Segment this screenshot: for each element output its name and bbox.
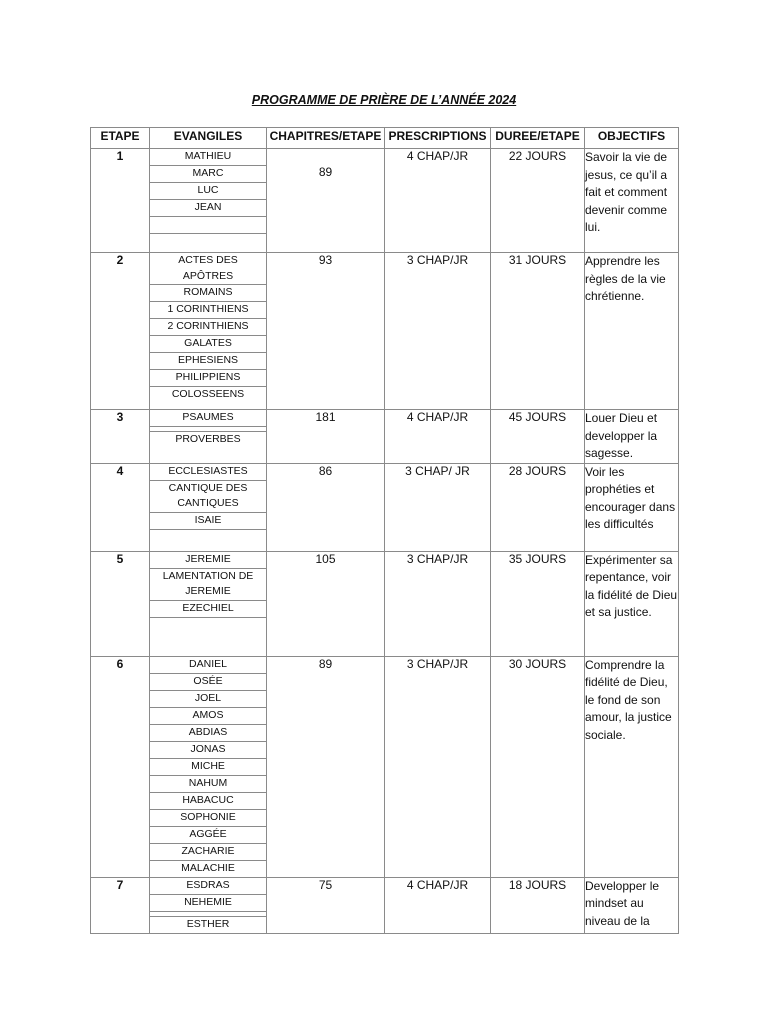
duration: 22 JOURS — [491, 149, 585, 253]
objective: Voir les prophéties et encourager dans les difficultés — [585, 463, 679, 551]
stage-number: 1 — [91, 149, 150, 253]
duration: 18 JOURS — [491, 877, 585, 933]
chapter-count-value: 75 — [318, 877, 333, 892]
book-name: ROMAINS — [150, 285, 266, 302]
chapter-count — [267, 877, 385, 933]
duration: 30 JOURS — [491, 656, 585, 877]
book-name: PHILIPPIENS — [150, 370, 266, 387]
table-row — [91, 656, 679, 877]
stage-number: 3 — [91, 410, 150, 464]
chapter-count — [267, 656, 385, 877]
chapter-count-value: 89 — [318, 165, 333, 179]
duration: 45 JOURS — [491, 410, 585, 464]
book-name: JOEL — [150, 691, 266, 708]
prescription: 3 CHAP/JR — [385, 656, 491, 877]
objective: Savoir la vie de jesus, ce qu’il a fait et comment devenir comme lui. — [585, 149, 679, 253]
table-body — [91, 149, 679, 934]
books-cell — [150, 877, 267, 933]
table-row — [91, 463, 679, 551]
book-name: COLOSSEENS — [171, 388, 245, 400]
book-empty-cell — [150, 530, 266, 546]
stage-number: 7 — [91, 877, 150, 933]
header-chapitres: CHAPITRES/ETAPE — [267, 128, 385, 149]
prescription: 3 CHAP/JR — [385, 551, 491, 656]
books-cell — [150, 253, 267, 410]
chapter-count-value: 89 — [318, 656, 333, 671]
book-name: 1 CORINTHIENS — [150, 302, 266, 319]
book-name: NAHUM — [150, 776, 266, 793]
book-name: ISAIE — [150, 513, 266, 530]
chapter-count — [267, 463, 385, 551]
objective: Expérimenter sa repentance, voir la fidélité de Dieu et sa justice. — [585, 551, 679, 656]
book-empty-cell — [150, 217, 266, 234]
book-name: ESTHER — [186, 917, 230, 930]
chapter-count — [267, 253, 385, 410]
book-name: JEREMIE — [150, 552, 266, 569]
book-name: DANIEL — [150, 657, 266, 674]
prescription: 3 CHAP/ JR — [385, 463, 491, 551]
chapter-count-value: 105 — [315, 551, 336, 566]
table-header-row — [91, 128, 679, 149]
objective: Louer Dieu et developper la sagesse. — [585, 410, 679, 464]
books-cell — [150, 551, 267, 656]
objective: Developper le mindset au niveau de la — [585, 877, 679, 933]
chapter-count-value: 86 — [318, 463, 333, 478]
stage-number: 4 — [91, 463, 150, 551]
table-row — [91, 877, 679, 933]
stage-number: 5 — [91, 551, 150, 656]
book-name: PROVERBES — [175, 433, 241, 445]
book-name: EZECHIEL — [150, 601, 266, 618]
book-empty-cell — [150, 234, 266, 250]
chapter-count — [267, 149, 385, 253]
book-name: ZACHARIE — [150, 844, 266, 861]
book-name: OSÉE — [150, 674, 266, 691]
duration: 31 JOURS — [491, 253, 585, 410]
header-objectifs: OBJECTIFS — [585, 128, 679, 149]
book-name: MARC — [150, 166, 266, 183]
header-evangiles: EVANGILES — [150, 128, 267, 149]
prescription: 4 CHAP/JR — [385, 877, 491, 933]
book-name: EPHESIENS — [150, 353, 266, 370]
header-duree: DUREE/ETAPE — [491, 128, 585, 149]
chapter-count-value: 181 — [315, 410, 336, 424]
duration: 28 JOURS — [491, 463, 585, 551]
duration: 35 JOURS — [491, 551, 585, 656]
book-name: ECCLESIASTES — [150, 464, 266, 481]
book-name: LUC — [150, 183, 266, 200]
prescription: 4 CHAP/JR — [385, 410, 491, 464]
book-name: 2 CORINTHIENS — [150, 319, 266, 336]
objective: Apprendre les règles de la vie chrétienne. — [585, 253, 679, 410]
book-name: MATHIEU — [150, 149, 266, 166]
table-row — [91, 551, 679, 656]
book-name: ACTES DES APÔTRES — [150, 253, 266, 285]
table-row — [91, 410, 679, 464]
book-name: AGGÉE — [150, 827, 266, 844]
books-cell — [150, 410, 267, 464]
prescription: 4 CHAP/JR — [385, 149, 491, 253]
book-name: ABDIAS — [150, 725, 266, 742]
objective: Comprendre la fidélité de Dieu, le fond de son amour, la justice sociale. — [585, 656, 679, 877]
book-name: SOPHONIE — [150, 810, 266, 827]
page-title: PROGRAMME DE PRIÈRE DE L’ANNÉE 2024 — [251, 93, 517, 107]
prescription: 3 CHAP/JR — [385, 253, 491, 410]
book-name: AMOS — [150, 708, 266, 725]
book-name: JONAS — [150, 742, 266, 759]
chapter-count — [267, 551, 385, 656]
table-row — [91, 253, 679, 410]
prayer-program-table — [90, 127, 679, 934]
chapter-count-value: 93 — [318, 253, 333, 267]
book-name: LAMENTATION DE JEREMIE — [150, 569, 266, 601]
book-name: GALATES — [150, 336, 266, 353]
book-name: MALACHIE — [181, 861, 235, 874]
books-cell — [150, 149, 267, 253]
header-etape: ETAPE — [91, 128, 150, 149]
stage-number: 2 — [91, 253, 150, 410]
book-name: HABACUC — [150, 793, 266, 810]
book-name: CANTIQUE DES CANTIQUES — [150, 481, 266, 513]
book-name: MICHE — [150, 759, 266, 776]
book-empty-cell — [150, 618, 266, 634]
stage-number: 6 — [91, 656, 150, 877]
book-name: PSAUMES — [150, 410, 266, 427]
books-cell — [150, 656, 267, 877]
chapter-count — [267, 410, 385, 464]
table-row — [91, 149, 679, 253]
books-cell — [150, 463, 267, 551]
book-name: NEHEMIE — [150, 895, 266, 912]
book-name: ESDRAS — [150, 878, 266, 895]
header-prescriptions: PRESCRIPTIONS — [385, 128, 491, 149]
book-name: JEAN — [150, 200, 266, 217]
